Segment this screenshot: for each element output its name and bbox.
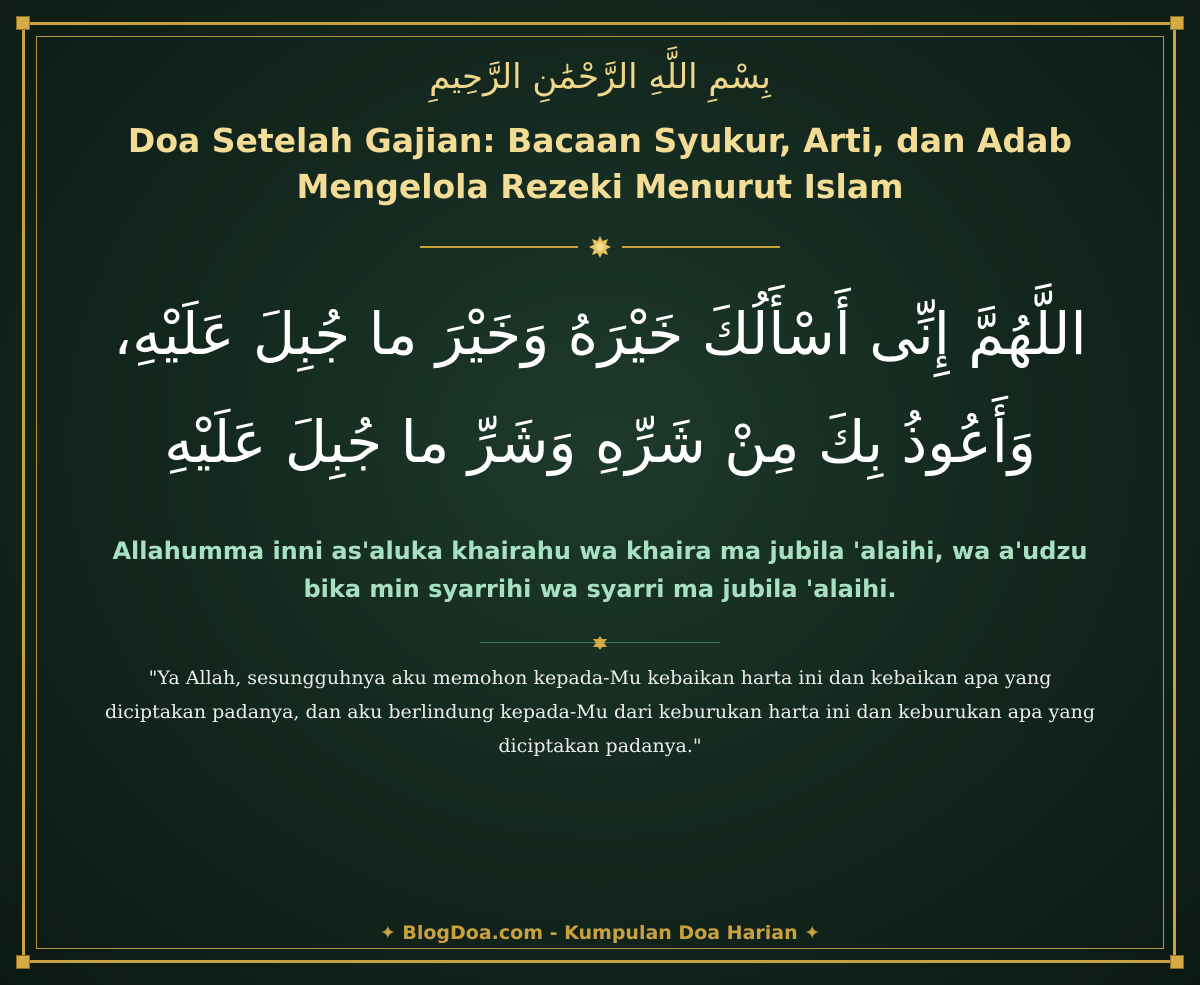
star-ornament-icon bbox=[588, 235, 612, 259]
gem-ornament-icon bbox=[593, 636, 607, 650]
latin-transliteration: Allahumma inni as'aluka khairahu wa khaira ma jubila 'alaihi, wa a'udzu bika min syarrihi wa syarri ma jubila 'alaihi. bbox=[112, 537, 1088, 603]
ornamental-divider bbox=[420, 234, 780, 260]
small-divider bbox=[480, 634, 720, 652]
corner-ornament-bottom-right bbox=[1170, 955, 1184, 969]
bismillah-heading: بِسْمِ اللَّهِ الرَّحْمَٰنِ الرَّحِيمِ bbox=[429, 57, 771, 97]
corner-ornament-bottom-left bbox=[16, 955, 30, 969]
footer-credit: ✦ BlogDoa.com - Kumpulan Doa Harian ✦ bbox=[379, 922, 821, 944]
divider-line-right bbox=[622, 246, 780, 248]
corner-ornament-top-right bbox=[1170, 16, 1184, 30]
arabic-prayer-text: اللَّهُمَّ إِنِّى أَسْأَلُكَ خَيْرَهُ وَخَيْرَ ما جُبِلَ عَلَيْهِ، وَأَعُوذُ بِكَ مِنْ شَرِّهِ وَشَرِّ ما جُبِلَ عَلَيْهِ bbox=[113, 300, 1087, 476]
divider-line-left bbox=[420, 246, 578, 248]
corner-ornament-top-left bbox=[16, 16, 30, 30]
page-title: Doa Setelah Gajian: Bacaan Syukur, Arti, dan Adab Mengelola Rezeki Menurut Islam bbox=[127, 121, 1073, 206]
translation-text: "Ya Allah, sesungguhnya aku memohon kepada-Mu kebaikan harta ini dan kebaikan apa yang diciptakan padanya, dan aku berlindung kepada-Mu dari keburukan harta ini dan keburukan apa yang diciptakan padanya." bbox=[104, 667, 1096, 757]
